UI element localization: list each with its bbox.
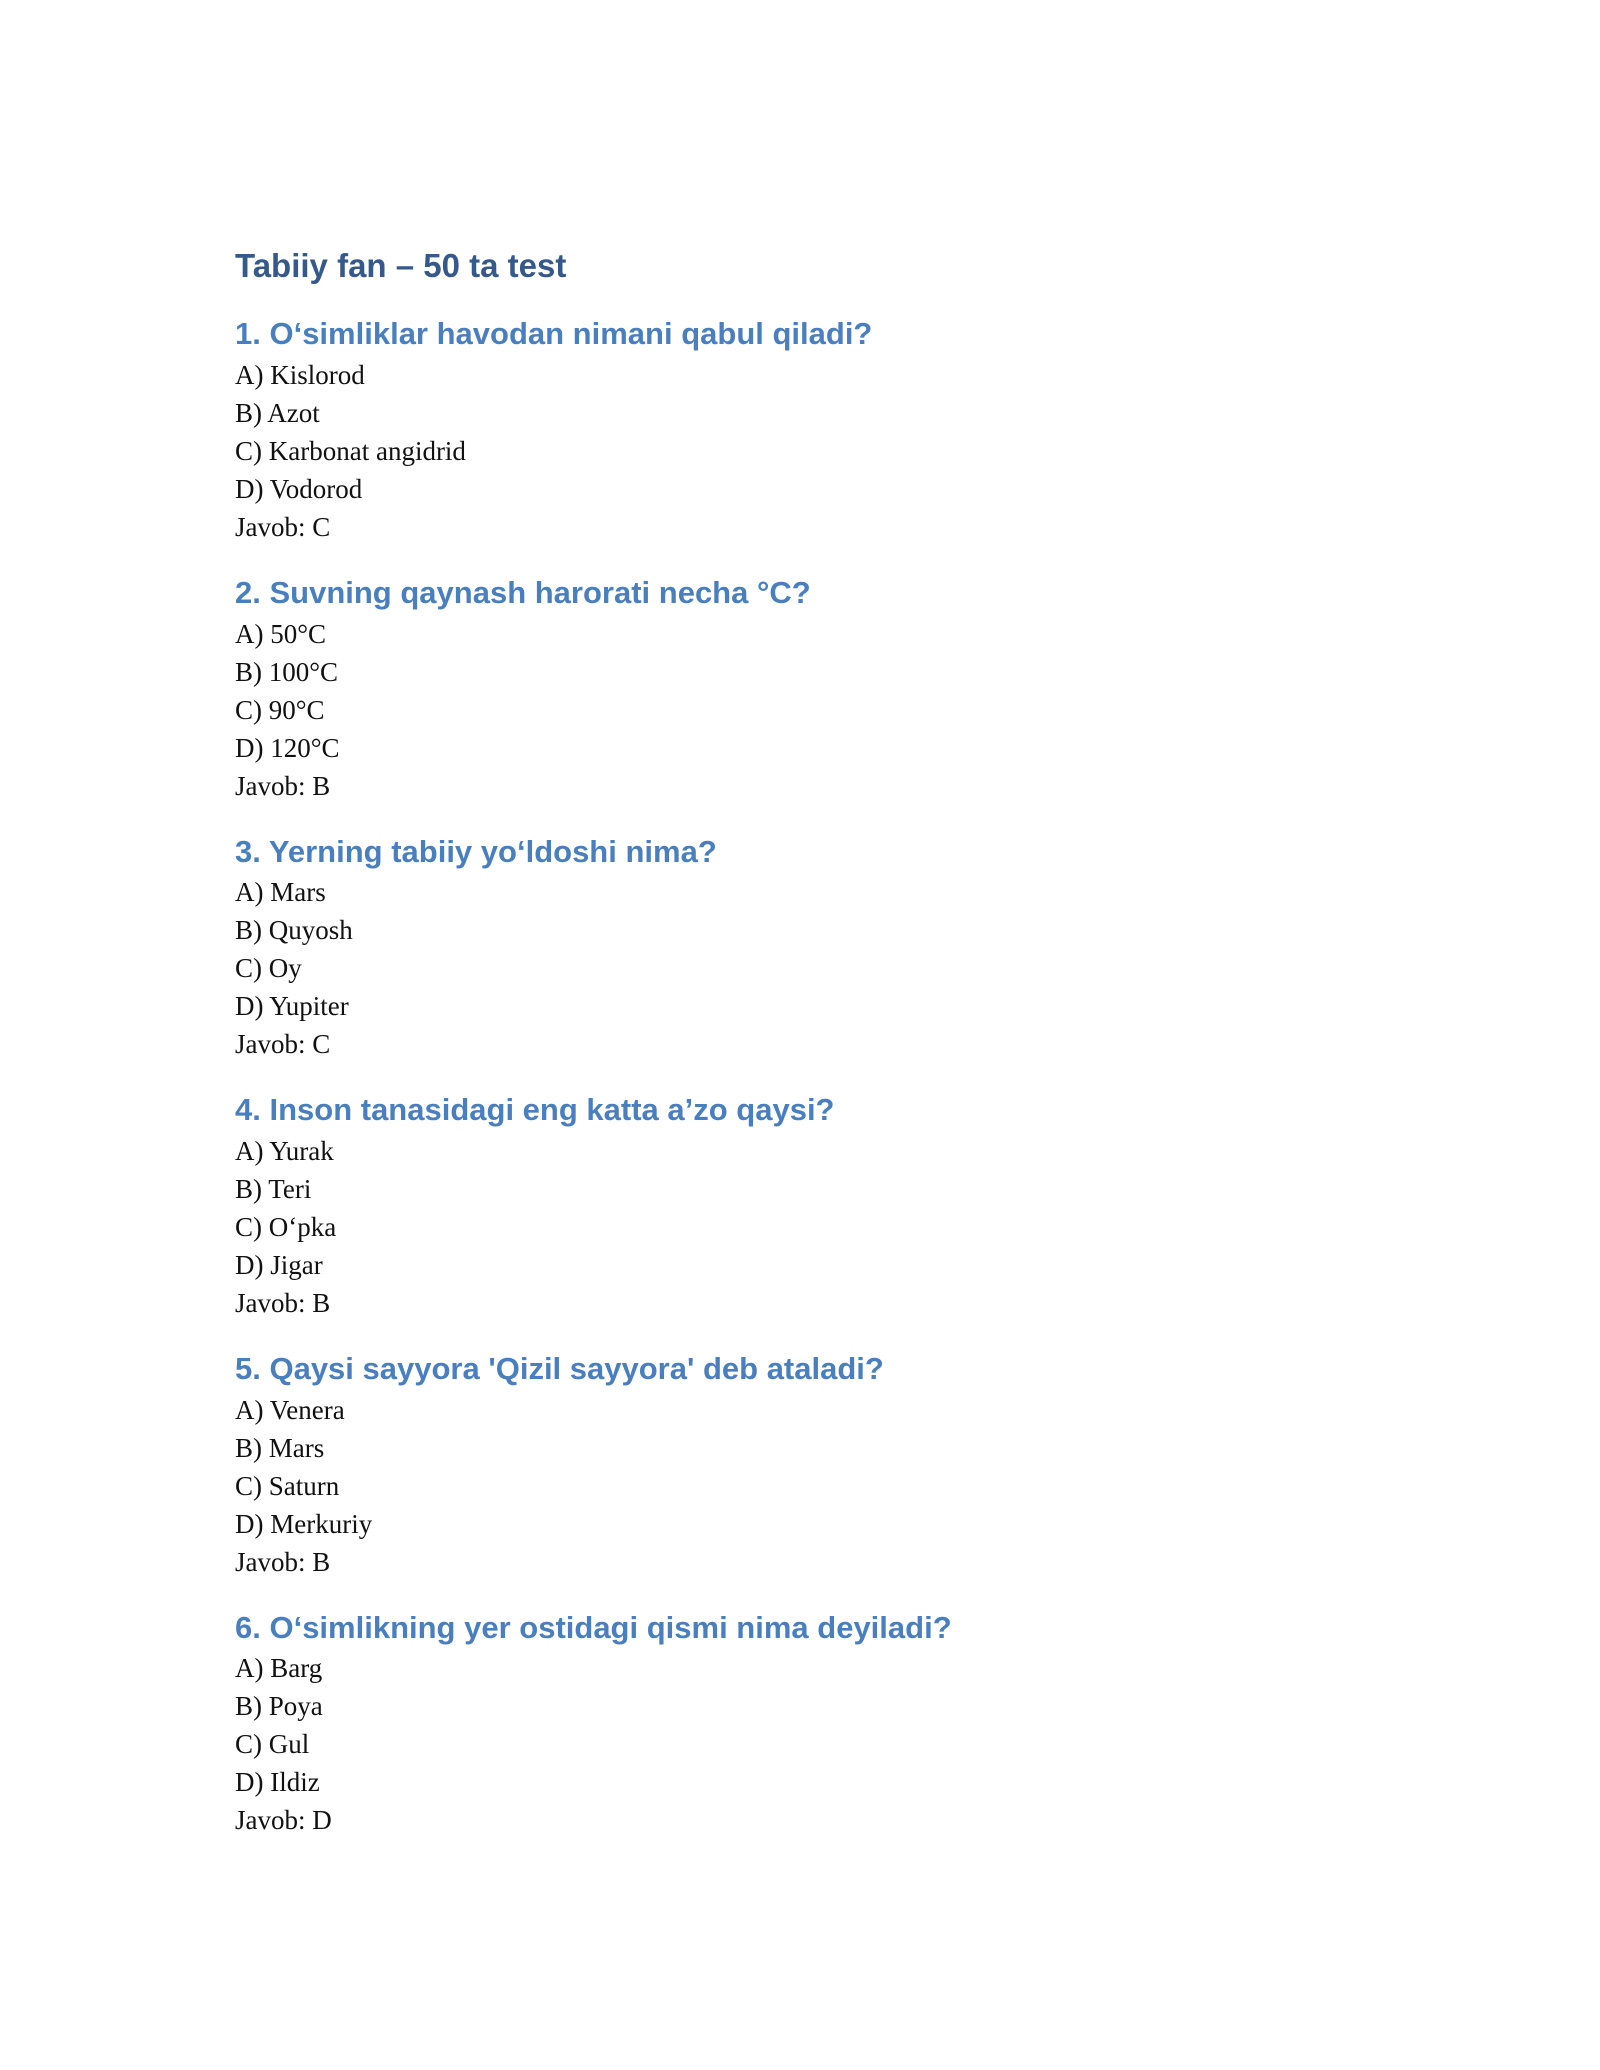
option-b: B) 100°C — [235, 656, 339, 687]
option-c: C) Karbonat angidrid — [235, 435, 466, 466]
answer-line: Javob: B — [235, 770, 331, 801]
option-d: D) Vodorod — [235, 473, 363, 504]
question-4 — [235, 1092, 1365, 1322]
option-d: D) Jigar — [235, 1249, 323, 1280]
option-b: B) Quyosh — [235, 915, 353, 946]
option-b: B) Teri — [235, 1173, 312, 1204]
question-1 — [235, 316, 1365, 546]
answer-line: Javob: C — [235, 511, 331, 542]
option-a: A) 50°C — [235, 618, 327, 649]
option-c: C) Saturn — [235, 1470, 340, 1501]
answer-line: Javob: D — [235, 1805, 332, 1836]
document-page — [235, 248, 1365, 1868]
question-title: 6. O‘simlikning yer ostidagi qismi nima deyiladi? — [235, 1609, 952, 1645]
option-b: B) Azot — [235, 397, 320, 428]
option-c: C) 90°C — [235, 694, 325, 725]
option-d: D) Yupiter — [235, 991, 349, 1022]
option-c: C) Oy — [235, 953, 302, 984]
document-title: Tabiiy fan – 50 ta test — [235, 247, 567, 284]
option-a: A) Barg — [235, 1653, 323, 1684]
option-b: B) Mars — [235, 1432, 325, 1463]
option-d: D) Ildiz — [235, 1767, 320, 1798]
question-2 — [235, 575, 1365, 805]
option-d: D) 120°C — [235, 732, 340, 763]
question-title: 2. Suvning qaynash harorati necha °C? — [235, 574, 811, 610]
question-3 — [235, 834, 1365, 1064]
option-a: A) Yurak — [235, 1135, 334, 1166]
answer-line: Javob: C — [235, 1029, 331, 1060]
option-b: B) Poya — [235, 1691, 323, 1722]
option-d: D) Merkuriy — [235, 1508, 373, 1539]
option-a: A) Mars — [235, 877, 326, 908]
question-5 — [235, 1351, 1365, 1581]
option-c: C) Gul — [235, 1729, 310, 1760]
answer-line: Javob: B — [235, 1287, 331, 1318]
question-6 — [235, 1610, 1365, 1840]
option-a: A) Venera — [235, 1394, 345, 1425]
question-title: 3. Yerning tabiiy yo‘ldoshi nima? — [235, 833, 717, 869]
option-c: C) O‘pka — [235, 1211, 337, 1242]
question-title: 5. Qaysi sayyora 'Qizil sayyora' deb ataladi? — [235, 1350, 884, 1386]
question-title: 4. Inson tanasidagi eng katta a’zo qaysi? — [235, 1092, 835, 1128]
answer-line: Javob: B — [235, 1546, 331, 1577]
option-a: A) Kislorod — [235, 359, 365, 390]
question-title: 1. O‘simliklar havodan nimani qabul qiladi? — [235, 316, 873, 352]
